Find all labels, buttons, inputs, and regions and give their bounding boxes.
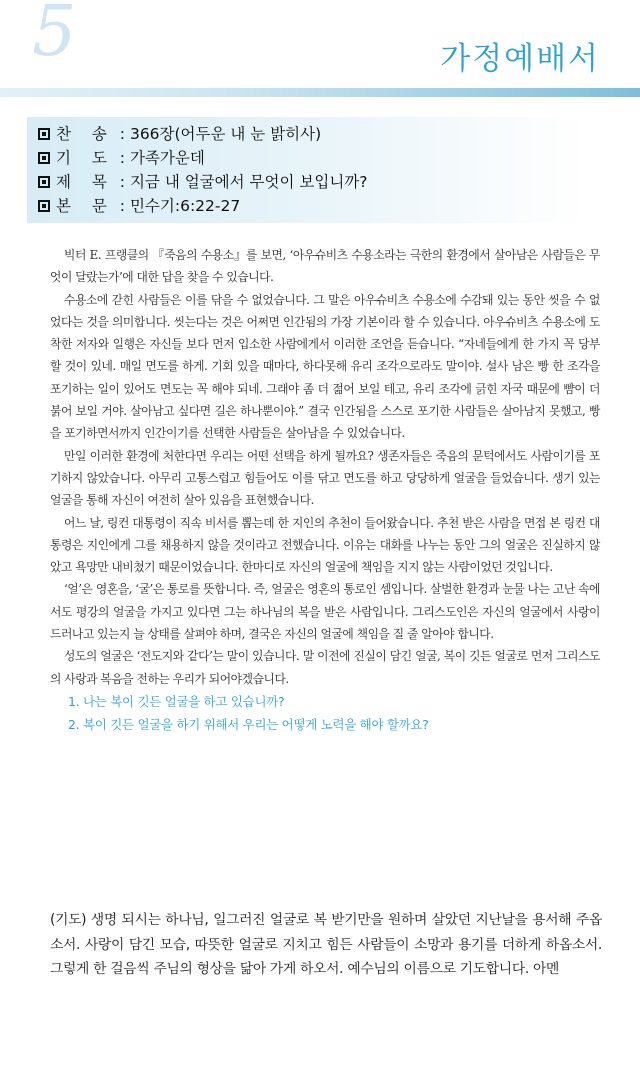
- sermon-paragraph: 어느 날, 링컨 대통령이 직속 비서를 뽑는데 한 지인의 추천이 들어왔습니다. 추천 받은 사람을 면접 본 링컨 대통령은 지인에게 그를 채용하지 않을 것이라고 전했습니다. 이유는 대화를 나누는 동안 그의 얼굴은 진실하지 않았고 욕망만 내비쳤기 때문이었습니다. 한마디로 자신의 얼굴에 책임을 지지 않는 사람이었던 것입니다.: [50, 515, 600, 575]
- info-label: 제 목: [56, 173, 115, 191]
- info-label: 기 도: [56, 149, 115, 167]
- sermon-paragraph: 빅터 E. 프랭클의 『죽음의 수용소』를 보면, ‘아우슈비츠 수용소라는 극한의 환경에서 살아남은 사람들은 무엇이 달랐는가’에 대한 답을 찾을 수 있습니다.: [50, 248, 600, 285]
- square-bullet-icon: [38, 152, 50, 164]
- info-label: 찬 송: [56, 125, 115, 143]
- discussion-question: 2. 복이 깃든 얼굴을 하기 위해서 우리는 어떻게 노력을 해야 할까요?: [68, 716, 429, 732]
- info-label: 본 문: [56, 197, 115, 215]
- info-row-subject: 제 목 : 지금 내 얼굴에서 무엇이 보입니까?: [38, 171, 368, 193]
- square-bullet-icon: [38, 200, 50, 212]
- info-value: 민수기:6:22-27: [129, 197, 241, 215]
- worship-info-box: [27, 117, 587, 223]
- info-row-prayer: 기 도 : 가족가운데: [38, 147, 205, 169]
- info-value: 지금 내 얼굴에서 무엇이 보입니까?: [129, 173, 368, 191]
- discussion-question: 1. 나는 복이 깃든 얼굴을 하고 있습니까?: [68, 693, 285, 709]
- sermon-paragraph: 성도의 얼굴은 ‘전도지와 같다’는 말이 있습니다. 말 이전에 진실이 담긴 얼굴, 복이 깃든 얼굴로 먼저 그리스도의 사랑과 복음을 전하는 우리가 되어야겠습니다.: [50, 649, 600, 686]
- section-title: 가정예배서: [440, 41, 600, 77]
- info-value: 366장(어두운 내 눈 밝히사): [129, 125, 322, 143]
- page-number: 5: [32, 0, 77, 72]
- sermon-paragraph: 만일 이러한 환경에 처한다면 우리는 어떤 선택을 하게 될까요? 생존자들은 죽음의 문턱에서도 사람이기를 포기하지 않았습니다. 아무리 고통스럽고 힘들어도 이를 닦고 면도를 하고 당당하게 얼굴을 들었습니다. 생기 있는 얼굴을 통해 자신이 여전히 살아 있음을 표현했습니다.: [50, 448, 600, 508]
- closing-prayer: (기도) 생명 되시는 하나님, 일그러진 얼굴로 복 받기만을 원하며 살았던 지난날을 용서해 주옵소서. 사랑이 담긴 모습, 따뜻한 얼굴로 지치고 힘든 사람들이 소망과 용기를 더하게 하옵소서. 그렇게 한 걸음씩 주님의 형상을 닮아 가게 하오서. 예수님의 이름으로 기도합니다. 아멘: [50, 912, 602, 978]
- info-row-hymn: 찬 송 : 366장(어두운 내 눈 밝히사): [38, 123, 321, 145]
- info-value: 가족가운데: [129, 149, 205, 167]
- sermon-paragraph: ‘얼’은 영혼을, ‘굴’은 통로를 뜻합니다. 즉, 얼굴은 영혼의 통로인 셈입니다. 살벌한 환경과 눈물 나는 고난 속에서도 평강의 얼굴을 가지고 있다면 그는 하나님의 복을 받은 사람입니다. 그리스도인은 자신의 얼굴에서 사랑이 드러나고 있는지 늘 상태를 살펴야 하며, 결국은 자신의 얼굴에 책임을 질 줄 알아야 합니다.: [50, 582, 600, 642]
- sermon-paragraph: 수용소에 갇힌 사람들은 이를 닦을 수 없었습니다. 그 말은 아우슈비츠 수용소에 수감돼 있는 동안 씻을 수 없었다는 것을 의미합니다. 씻는다는 것은 어쩌면 인간됨의 가장 기본이라 할 수 있습니다. 아우슈비츠 수용소에 도착한 저자와 일행은 자신들 보다 먼저 입소한 사람에게서 이러한 조언을 듣습니다. “자네들에게 한 가지 꼭 당부할 것이 있네. 매일 면도를 하게. 기회 있을 때마다, 하다못해 유리 조각으로라도 말이야. 설사 남은 빵 한 조각을 포기하는 일이 있어도 면도는 꼭 해야 되네. 그래야 좀 더 젊어 보일 테고, 유리 조각에 긁힌 자국 때문에 뺨이 더 붉어 보일 거야. 살아남고 싶다면 길은 하나뿐이야.” 결국 인간됨을 스스로 포기한 사람들은 살아남지 못했고, 빵을 포기하면서까지 인간이기를 선택한 사람들은 살아남을 수 있었습니다.: [50, 292, 600, 441]
- header-rule: [0, 88, 640, 97]
- info-row-scripture: 본 문 : 민수기:6:22-27: [38, 195, 240, 217]
- square-bullet-icon: [38, 176, 50, 188]
- sermon-body: [50, 244, 600, 736]
- square-bullet-icon: [38, 128, 50, 140]
